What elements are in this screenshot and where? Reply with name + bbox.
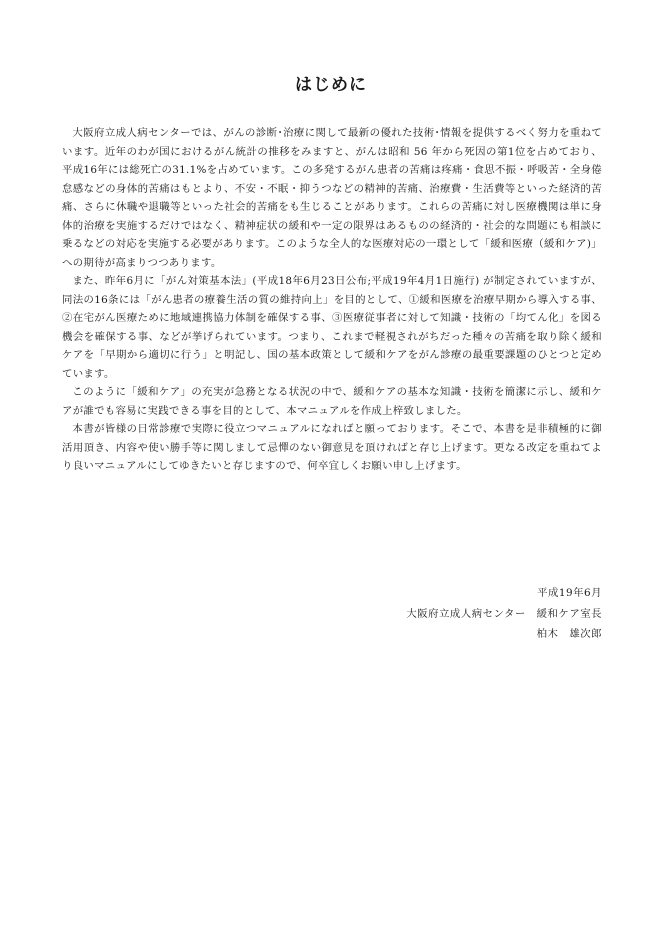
signature-block — [406, 583, 602, 645]
signature-date: 平成19年6月 — [537, 587, 602, 599]
signature-affiliation: 大阪府立成人病センター 緩和ケア室長 — [406, 607, 602, 620]
paragraph: 大阪府立成人病センターでは、がんの診断･治療に関して最新の優れた技術･情報を提供するべく努力を重ねています。近年のわが国におけるがん統計の推移をみますと、がんは昭和 56 年から死因の第1位を占めており、平成16年には総死亡の31.1%を占めています。この多発するがん患者の苦痛は疼痛・食思不振・呼吸苦・全身倦怠感などの身体的苦痛はもとより、不安・不眠・抑うつなどの精神的苦痛、治療費・生活費等といった経済的苦痛、さらに休職や退職等といった社会的苦痛をも生じることがあります。これらの苦痛に対し医療機関は単に身体的治療を実施するだけではなく、精神症状の緩和や一定の限界はあるものの経済的・社会的な問題にも相談に乗るなどの対応を実施する必要があります。このような全人的な医療対応の一環として「緩和医療（緩和ケア)」への期待が高まりつつあります。 — [62, 127, 602, 269]
paragraph: また、昨年6月に「がん対策基本法」(平成18年6月23日公布;平成19年4月1日施行) が制定されていますが、同法の16条には「がん患者の療養生活の質の維持向上」を目的として、①緩和医療を治療早期から導入する事、②在宅がん医療ために地域連携協力体制を確保する事、③医療従事者に対して知識・技術の「均てん化」を図る機会を確保する事、などが挙げられています。つまり、これまで軽視されがちだった種々の苦痛を取り除く緩和ケアを「早期から適切に行う」と明記し、国の基本政策として緩和ケアをがん診療の最重要課題のひとつと定めています。 — [62, 275, 602, 380]
signature-name: 柏木 雄次郎 — [536, 628, 602, 640]
page-title: はじめに — [295, 75, 367, 95]
paragraph: 本書が皆様の日常診療で実際に役立つマニュアルになればと願っております。そこで、本書を是非積極的に御活用頂き、内容や使い勝手等に関しまして忌憚のない御意見を頂ければと存じ上げます。更なる改定を重ねてより良いマニュアルにしてゆきたいと存じますので、何卒宜しくお願い申し上げます。 — [62, 423, 602, 472]
paragraph: このように「緩和ケア」の充実が急務となる状況の中で、緩和ケアの基本な知識・技術を簡潔に示し、緩和ケアが誰でも容易に実践できる事を目的として、本マニュアルを作成上梓致しました。 — [62, 386, 602, 417]
body-text — [62, 124, 602, 476]
